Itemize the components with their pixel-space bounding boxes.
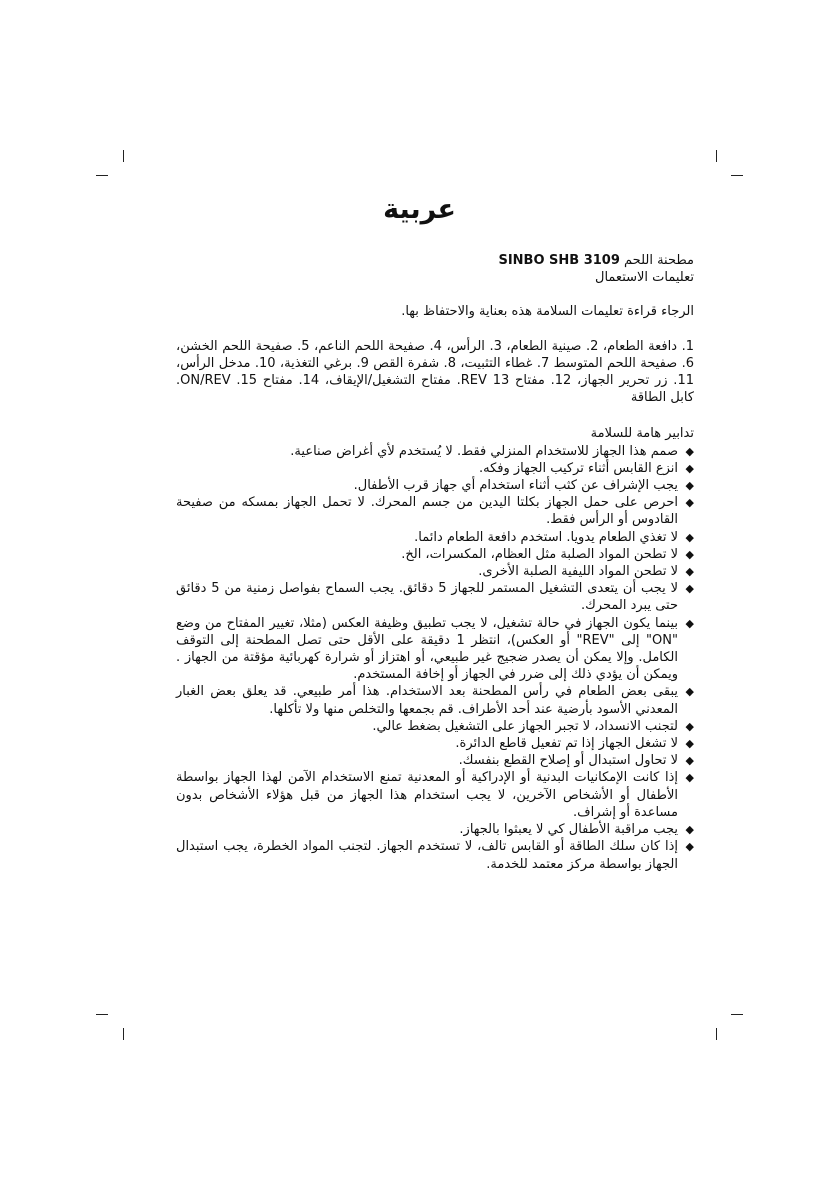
- safety-heading: تدابير هامة للسلامة: [590, 426, 694, 442]
- parts-list: 1. دافعة الطعام، 2. صينية الطعام، 3. الرأس، 4. صفيحة اللحم الناعم، 5. صفيحة اللحم الخشن، 6. صفيحة اللحم المتوسط 7. غطاء التثبيت، 8. شفرة القص 9. برغي التغذية، 10. مدخل الرأس، 11. زر تحرير الجهاز، 12. مفتاح 13 REV. مفتاح التشغيل/الإيقاف، 14. مفتاح ON/REV .15. كابل الطاقة: [176, 338, 694, 406]
- product-model: SINBO SHB 3109: [498, 253, 620, 268]
- diamond-bullet-icon: ◆: [685, 754, 694, 768]
- safety-item-text: يجب الإشراف عن كثب أثناء استخدام أي جهاز قرب الأطفال.: [353, 478, 678, 494]
- list-item: [176, 821, 694, 838]
- diamond-bullet-icon: ◆: [685, 582, 694, 596]
- safety-item-text: لا تشغل الجهاز إذا تم تفعيل قاطع الدائرة.: [455, 736, 678, 752]
- list-item: [176, 580, 694, 614]
- product-line: [176, 252, 694, 269]
- safety-item-text: لا تحاول استبدال أو إصلاح القطع بنفسك.: [458, 753, 678, 769]
- diamond-bullet-icon: ◆: [685, 461, 694, 475]
- crop-mark-bottom-right-vertical: [716, 1028, 717, 1040]
- diamond-bullet-icon: ◆: [685, 685, 694, 699]
- safety-item-text: لا تطحن المواد الليفية الصلبة الأخرى.: [478, 564, 678, 580]
- list-item: [176, 735, 694, 752]
- safety-item-text: صمم هذا الجهاز للاستخدام المنزلي فقط. لا يُستخدم لأي أغراض صناعية.: [290, 443, 678, 459]
- safety-item-text: إذا كان سلك الطاقة أو القابس تالف، لا تستخدم الجهاز. لتجنب المواد الخطرة، يجب استبدال الجهاز بواسطة مركز معتمد للخدمة.: [176, 839, 678, 872]
- diamond-bullet-icon: ◆: [685, 823, 694, 837]
- diamond-bullet-icon: ◆: [685, 444, 694, 458]
- crop-mark-top-right-horizontal: [731, 175, 743, 176]
- diamond-bullet-icon: ◆: [685, 496, 694, 510]
- list-item: [176, 615, 694, 684]
- list-item: [176, 546, 694, 563]
- crop-mark-bottom-left-horizontal: [96, 1014, 108, 1015]
- diamond-bullet-icon: ◆: [685, 547, 694, 561]
- list-item: [176, 563, 694, 580]
- manual-content: [176, 252, 694, 873]
- intro-text: الرجاء قراءة تعليمات السلامة هذه بعناية والاحتفاظ بها.: [401, 304, 694, 320]
- list-item: [176, 494, 694, 528]
- page-title: عربية: [383, 194, 456, 225]
- manual-heading: تعليمات الاستعمال: [595, 270, 694, 286]
- safety-item-text: لا تطحن المواد الصلبة مثل العظام، المكسرات، الخ.: [401, 546, 678, 562]
- safety-item-text: إذا كانت الإمكانيات البدنية أو الإدراكية أو المعدنية تمنع الاستخدام الآمن لهذا الجهاز بواسطة الأطفال أو الأشخاص الآخرين، لا يجب استخدام هذا الجهاز من قبل هؤلاء الأشخاص بدون مساعدة أو إشراف.: [176, 770, 678, 820]
- list-item: [176, 769, 694, 821]
- diamond-bullet-icon: ◆: [685, 840, 694, 854]
- list-item: [176, 838, 694, 872]
- list-item: [176, 477, 694, 494]
- diamond-bullet-icon: ◆: [685, 479, 694, 493]
- list-item: [176, 529, 694, 546]
- safety-item-text: لا تغذي الطعام يدويا. استخدم دافعة الطعام دائما.: [414, 529, 678, 545]
- safety-item-text: يجب مراقبة الأطفال كي لا يعبثوا بالجهاز.: [459, 822, 678, 838]
- safety-item-text: يبقى بعض الطعام في رأس المطحنة بعد الاستخدام. هذا أمر طبيعي. قد يعلق بعض الغبار المعدني الأسود بأرضية عند أحد الأطراف. قم بجمعها والتخلص منها ولا تأكلها.: [176, 684, 678, 717]
- crop-mark-bottom-right-horizontal: [731, 1014, 743, 1015]
- diamond-bullet-icon: ◆: [685, 719, 694, 733]
- diamond-bullet-icon: ◆: [685, 771, 694, 785]
- safety-item-text: انزع القابس أثناء تركيب الجهاز وفكه.: [479, 460, 678, 476]
- list-item: [176, 752, 694, 769]
- list-item: [176, 460, 694, 477]
- crop-mark-top-left-horizontal: [96, 175, 108, 176]
- diamond-bullet-icon: ◆: [685, 530, 694, 544]
- product-prefix: مطحنة اللحم: [624, 253, 694, 268]
- list-item: [176, 443, 694, 460]
- safety-item-text: لا يجب أن يتعدى التشغيل المستمر للجهاز 5 دقائق. يجب السماح بفواصل زمنية من 5 دقائق حتى يبرد المحرك.: [176, 581, 678, 614]
- safety-item-text: لتجنب الانسداد، لا تجبر الجهاز على التشغيل بضغط عالي.: [372, 718, 678, 734]
- list-item: [176, 683, 694, 717]
- safety-item-text: بينما يكون الجهاز في حالة تشغيل، لا يجب تطبيق وظيفة العكس (مثلا، تغيير المفتاح من وضع "ON" إلى "REV" أو العكس)، انتظر 1 دقيقة على الأقل حتى تصل المطحنة إلى التوقف الكامل. وإلا يمكن أن يصدر ضجيج غير طبيعي، أو اهتزاز أو شرارة كهربائية مؤقتة من الجهاز . ويمكن أن يؤدي ذلك إلى ضرر في الجهاز أو إخافة المستخدم.: [176, 615, 678, 683]
- diamond-bullet-icon: ◆: [685, 616, 694, 630]
- diamond-bullet-icon: ◆: [685, 565, 694, 579]
- safety-list: [176, 443, 694, 873]
- safety-item-text: احرص على حمل الجهاز بكلتا اليدين من جسم المحرك. لا تحمل الجهاز بمسكه من صفيحة القادوس أو الرأس فقط.: [176, 495, 678, 528]
- crop-mark-top-right-vertical: [716, 150, 717, 162]
- crop-mark-top-left-vertical: [123, 150, 124, 162]
- crop-mark-bottom-left-vertical: [123, 1028, 124, 1040]
- list-item: [176, 718, 694, 735]
- diamond-bullet-icon: ◆: [685, 737, 694, 751]
